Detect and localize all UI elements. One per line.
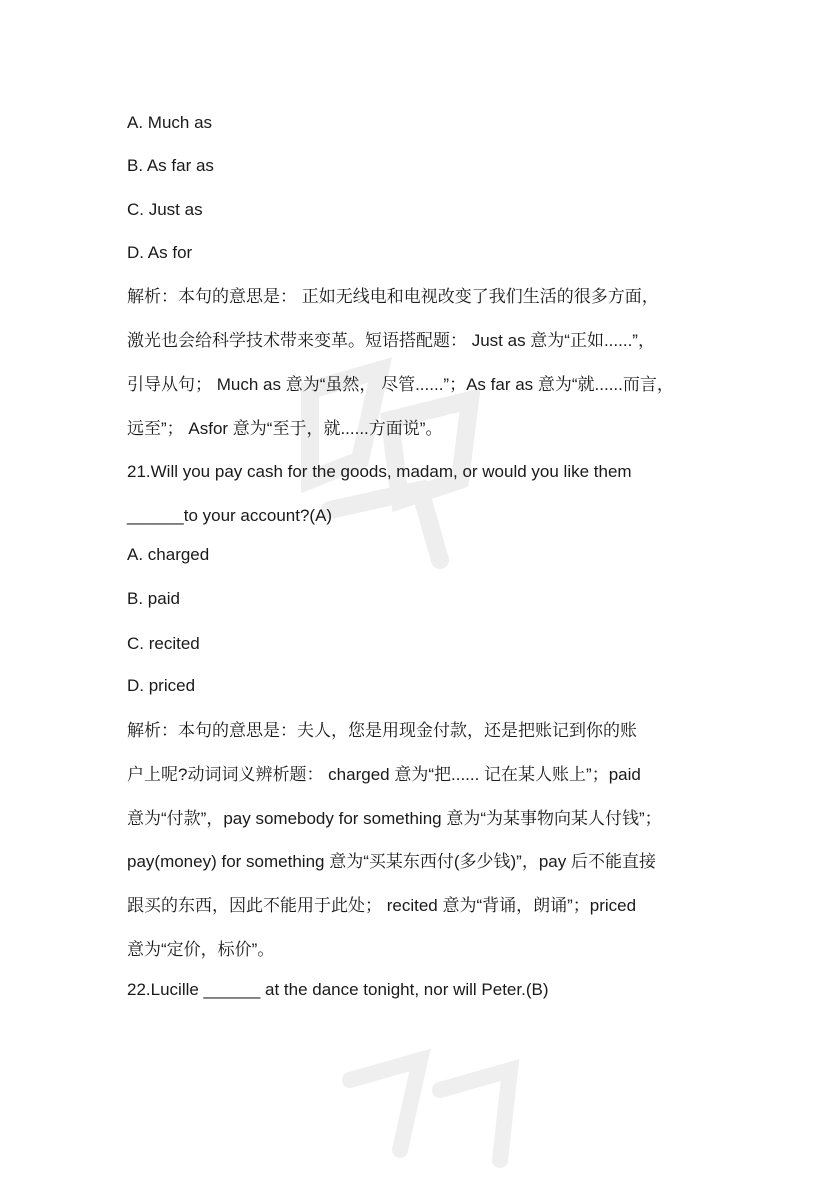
q21-option-a: A. charged xyxy=(127,545,210,564)
q21-analysis-line-3: 意为“付款”，pay somebody for something 意为“为某事物向某人付钱”； xyxy=(127,809,662,828)
q21-analysis-line-4: pay(money) for something 意为“买某东西付(多少钱)”，pay 后不能直接 xyxy=(127,852,656,871)
q20-option-c: C. Just as xyxy=(127,200,203,219)
q20-option-d: D. As for xyxy=(127,243,193,262)
q21-analysis-line-6: 意为“定价，标价”。 xyxy=(127,940,275,959)
q21-option-d: D. priced xyxy=(127,676,196,695)
watermark-logo-bottom xyxy=(320,1040,540,1200)
q22-question: 22.Lucille ______ at the dance tonight, nor will Peter.(B) xyxy=(127,980,549,999)
q21-question-line-1: 21.Will you pay cash for the goods, madam, or would you like them xyxy=(127,462,632,481)
q21-option-c: C. recited xyxy=(127,634,200,653)
q20-option-a: A. Much as xyxy=(127,113,213,132)
q21-analysis-line-5: 跟买的东西，因此不能用于此处； recited 意为“背诵，朗诵”；priced xyxy=(127,896,637,915)
q20-analysis-line-3: 引导从句； Much as 意为“虽然， 尽管......”；As far as 意为“就......而言， xyxy=(127,375,674,394)
q21-analysis-line-2: 户上呢?动词词义辨析题： charged 意为“把...... 记在某人账上”；paid xyxy=(127,765,641,784)
q21-question-line-2: ______to your account?(A) xyxy=(127,506,333,525)
q20-analysis-line-2: 激光也会给科学技术带来变革。短语搭配题： Just as 意为“正如......”， xyxy=(127,331,655,350)
q21-option-b: B. paid xyxy=(127,589,180,608)
q20-option-b: B. As far as xyxy=(127,156,214,175)
q20-analysis-line-4: 远至”； Asfor 意为“至于，就......方面说”。 xyxy=(127,419,443,438)
q20-analysis-line-1: 解析：本句的意思是： 正如无线电和电视改变了我们生活的很多方面， xyxy=(127,287,659,306)
q21-analysis-line-1: 解析：本句的意思是：夫人，您是用现金付款，还是把账记到你的账 xyxy=(127,721,637,740)
